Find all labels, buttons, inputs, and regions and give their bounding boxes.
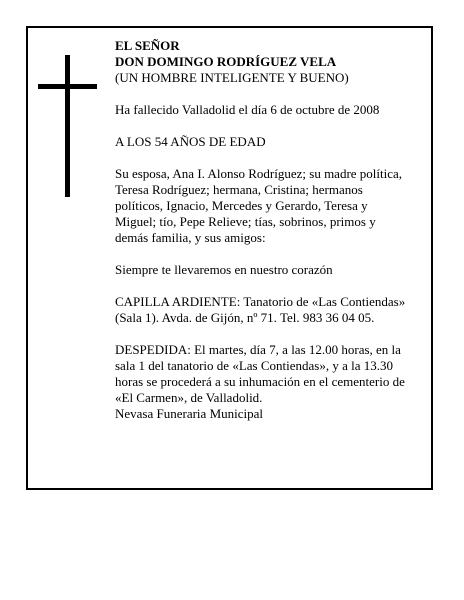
family-line: Su esposa, Ana I. Alonso Rodríguez; su madre política, — [115, 166, 403, 181]
death-announcement: Ha fallecido Valladolid el día 6 de octubre de 2008 — [115, 102, 380, 117]
cross-icon-bar — [38, 84, 97, 89]
family-line: políticos, Ignacio, Mercedes y Gerardo, Teresa y — [115, 198, 368, 213]
memorial-message: Siempre te llevaremos en nuestro corazón — [115, 262, 333, 277]
funeral-home: Nevasa Funeraria Municipal — [115, 406, 264, 421]
family-line: Miguel; tío, Pepe Relieve; tías, sobrinos, primos y — [115, 214, 376, 229]
farewell-line: DESPEDIDA: El martes, día 7, a las 12.00 horas, en la — [115, 342, 401, 357]
farewell-line: horas se procederá a su inhumación en el cementerio de — [115, 374, 405, 389]
heading-title: EL SEÑOR — [115, 38, 180, 53]
cross-icon — [65, 55, 70, 197]
age-line: A LOS 54 AÑOS DE EDAD — [115, 134, 266, 149]
obituary-text — [115, 38, 427, 422]
deceased-name: DON DOMINGO RODRÍGUEZ VELA — [115, 54, 337, 69]
farewell-line: sala 1 del tanatorio de «Las Contiendas», y a la 13.30 — [115, 358, 393, 373]
family-line: demás familia, y sus amigos: — [115, 230, 266, 245]
chapel-line: CAPILLA ARDIENTE: Tanatorio de «Las Contiendas» — [115, 294, 406, 309]
chapel-line: (Sala 1). Avda. de Gijón, nº 71. Tel. 983 36 04 05. — [115, 310, 375, 325]
deceased-epithet: (UN HOMBRE INTELIGENTE Y BUENO) — [115, 70, 349, 85]
farewell-line: «El Carmen», de Valladolid. — [115, 390, 263, 405]
family-line: Teresa Rodríguez; hermana, Cristina; hermanos — [115, 182, 363, 197]
